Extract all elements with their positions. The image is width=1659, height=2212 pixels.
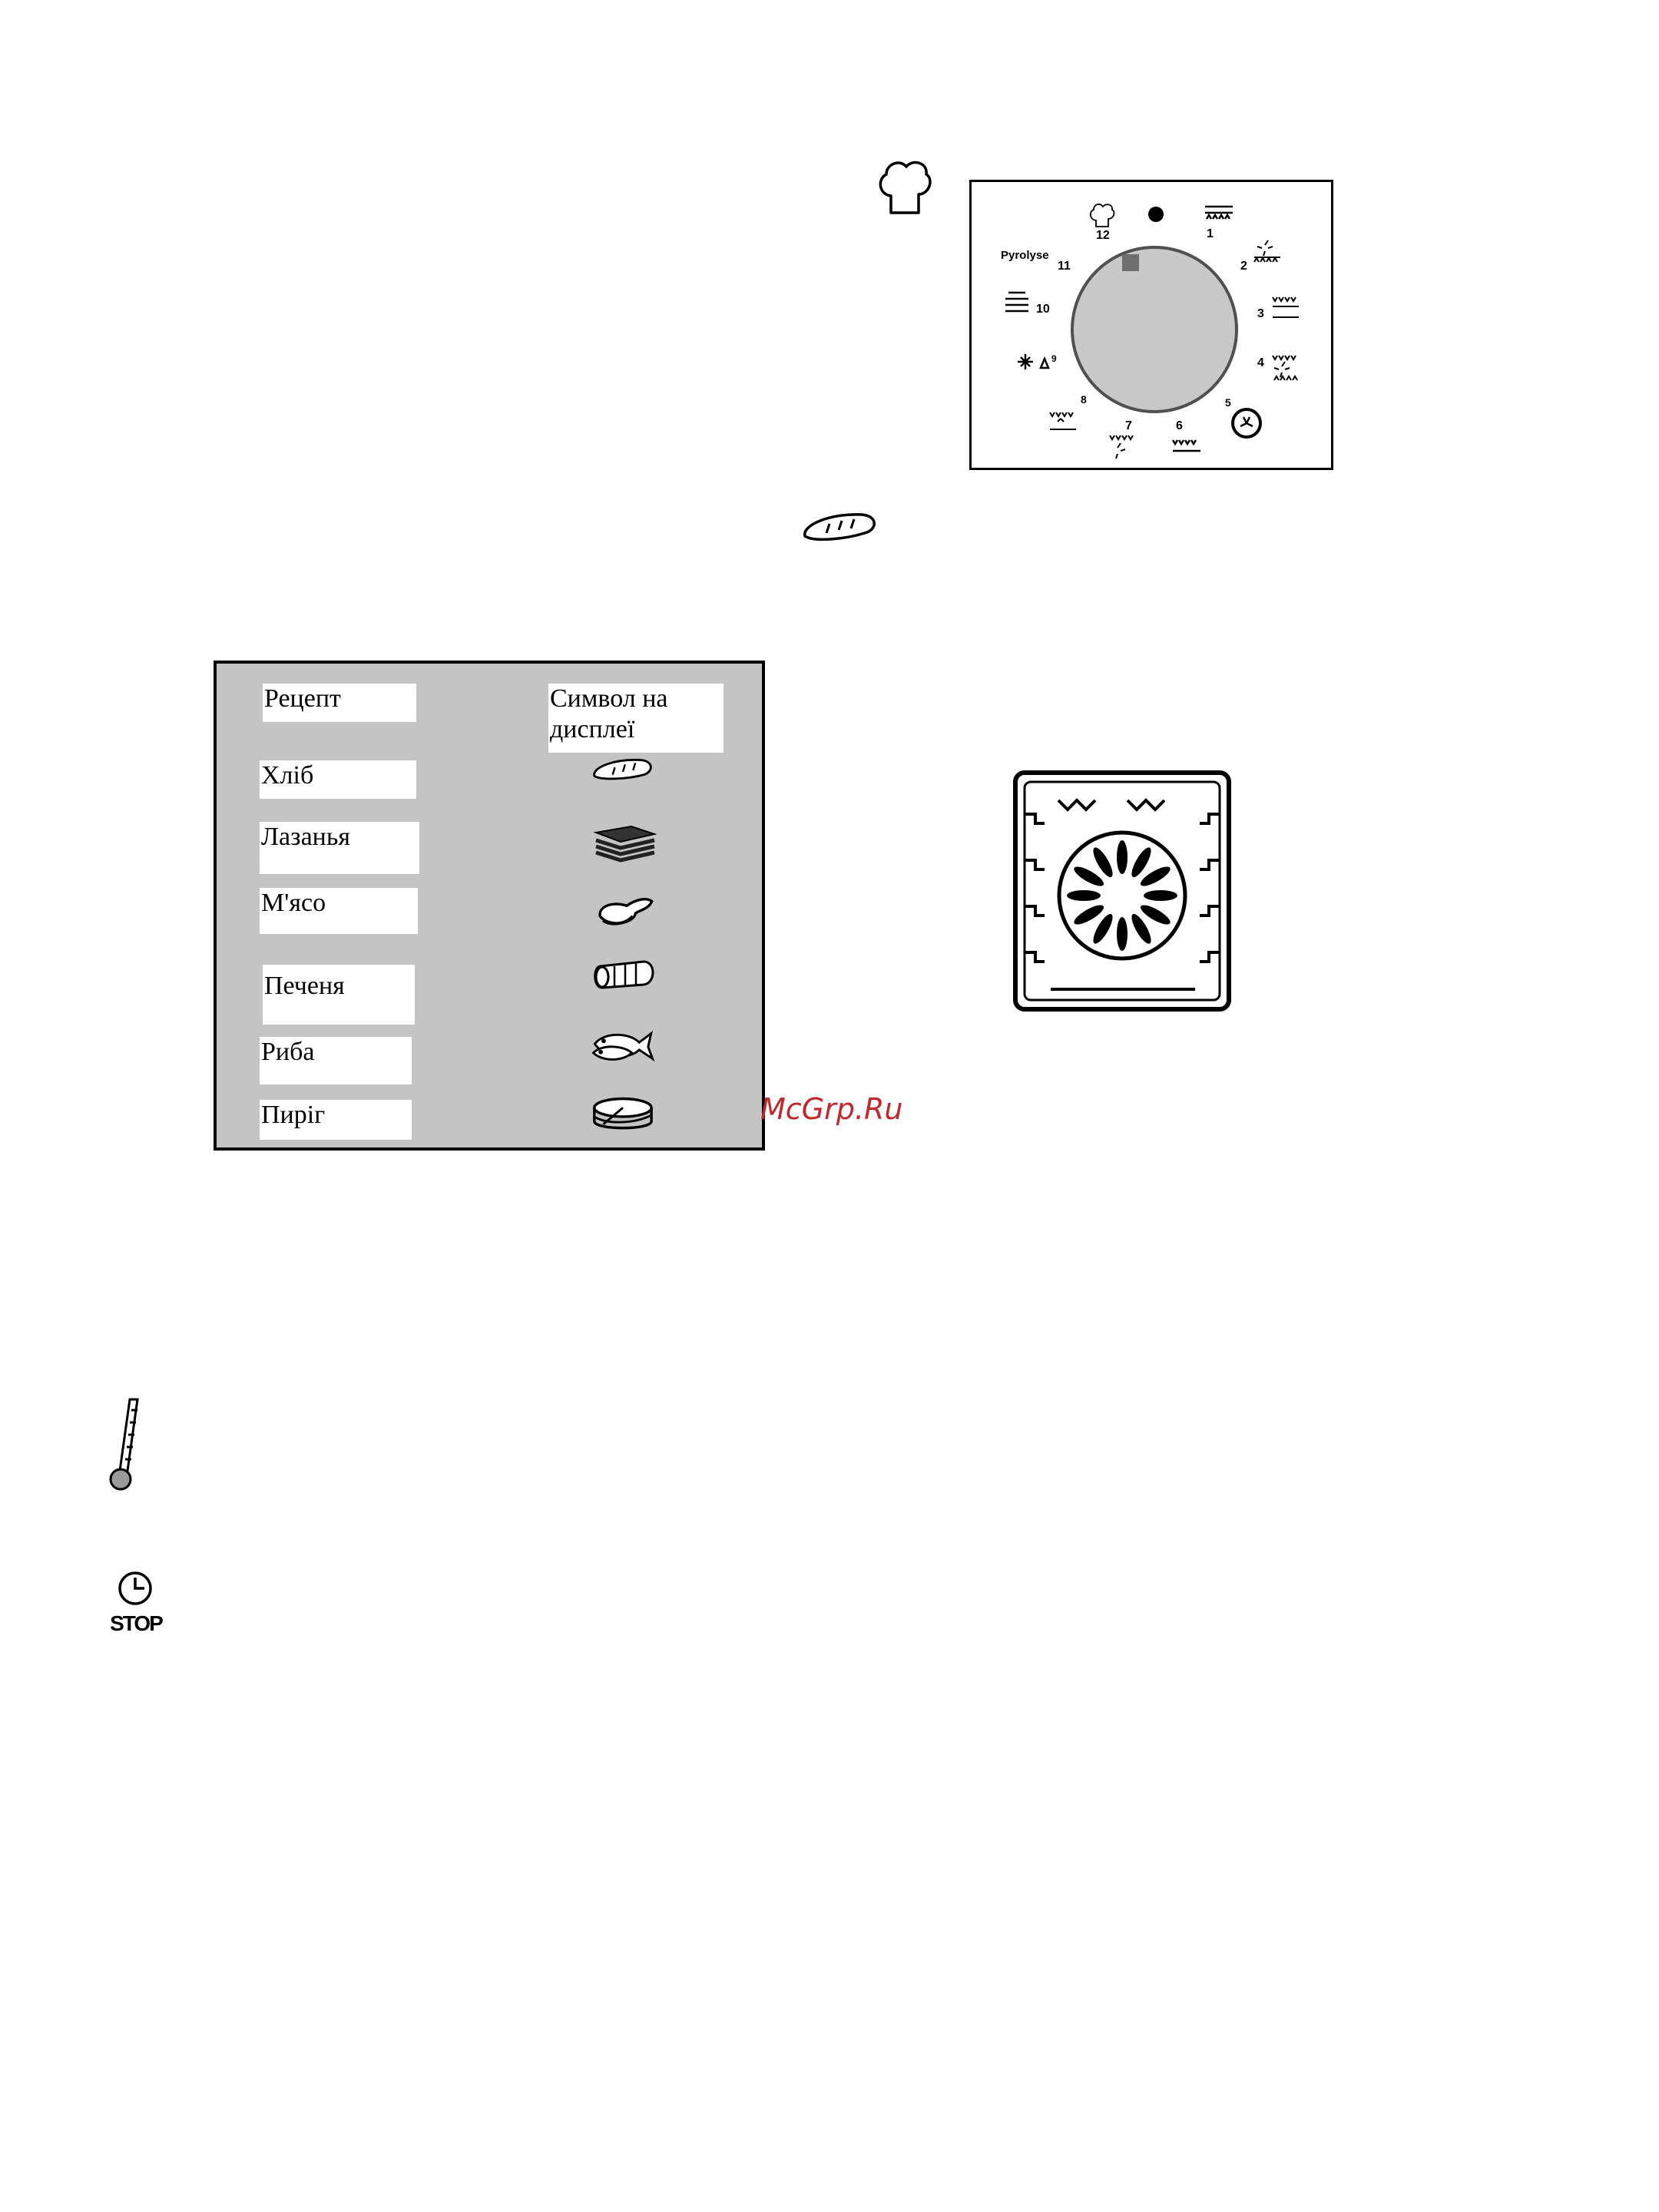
oven-function-dial-panel [969, 180, 1333, 470]
fan-top-bottom-heat-icon [1273, 356, 1297, 380]
dial-pointer-marker [1122, 254, 1139, 271]
dial-number-4: 4 [1257, 356, 1264, 369]
dial-number-2: 2 [1240, 260, 1247, 273]
fish-icon [590, 1026, 657, 1068]
meat-probe-icon [104, 1396, 147, 1492]
clock-icon [101, 1567, 171, 1610]
recipe-name-cake: Пиріг [260, 1100, 412, 1140]
cake-icon [588, 1094, 656, 1137]
dial-number-5: 5 [1225, 396, 1231, 409]
dial-number-12: 12 [1096, 229, 1110, 242]
function-dial[interactable] [1072, 247, 1237, 412]
chef-hat-icon [876, 157, 933, 219]
dial-number-6: 6 [1176, 419, 1183, 432]
timer-stop-button[interactable] [101, 1567, 171, 1640]
defrost-icon [1018, 354, 1048, 369]
recipe-name-fish: Риба [260, 1037, 412, 1084]
header-symbol: Символ на дисплеї [548, 684, 724, 753]
chef-hat-small-icon [1091, 204, 1114, 227]
top-grill-icon [1173, 440, 1200, 451]
recipe-symbol-table [214, 661, 765, 1151]
fan-grill-icon [1110, 435, 1133, 459]
recipe-name-bread: Хліб [260, 760, 416, 799]
oven-fan-illustration [1012, 768, 1232, 1014]
watermark: McGrp.Ru [760, 1092, 903, 1126]
recipe-name-meat: М'ясо [260, 888, 418, 934]
dial-number-9: 9 [1051, 353, 1057, 364]
recipe-name-roast: Печеня [263, 965, 415, 1025]
off-position-dot [1148, 207, 1164, 222]
circular-fan-icon [1233, 409, 1260, 437]
conventional-heat-icon [1205, 207, 1233, 219]
pyrolyse-label: Pyrolyse [1001, 249, 1049, 262]
bread-icon [590, 754, 656, 783]
bread-icon [799, 507, 879, 545]
dial-number-10: 10 [1036, 303, 1050, 316]
dial-number-11: 11 [1058, 260, 1071, 273]
multi-level-icon [1005, 293, 1028, 311]
lasagna-icon [593, 822, 657, 868]
fan-bottom-heat-icon [1254, 240, 1280, 262]
roast-icon [593, 955, 657, 994]
stop-label: STOP [110, 1611, 162, 1635]
header-recipe: Рецепт [263, 684, 416, 722]
meat-icon [593, 891, 657, 932]
dial-number-7: 7 [1125, 419, 1132, 432]
dial-number-1: 1 [1207, 227, 1214, 240]
dial-number-3: 3 [1257, 307, 1264, 320]
grill-rotisserie-icon [1050, 412, 1076, 429]
dial-number-8: 8 [1081, 393, 1087, 406]
top-bottom-heat-icon [1273, 297, 1299, 317]
recipe-name-lasagna: Лазанья [260, 822, 419, 874]
